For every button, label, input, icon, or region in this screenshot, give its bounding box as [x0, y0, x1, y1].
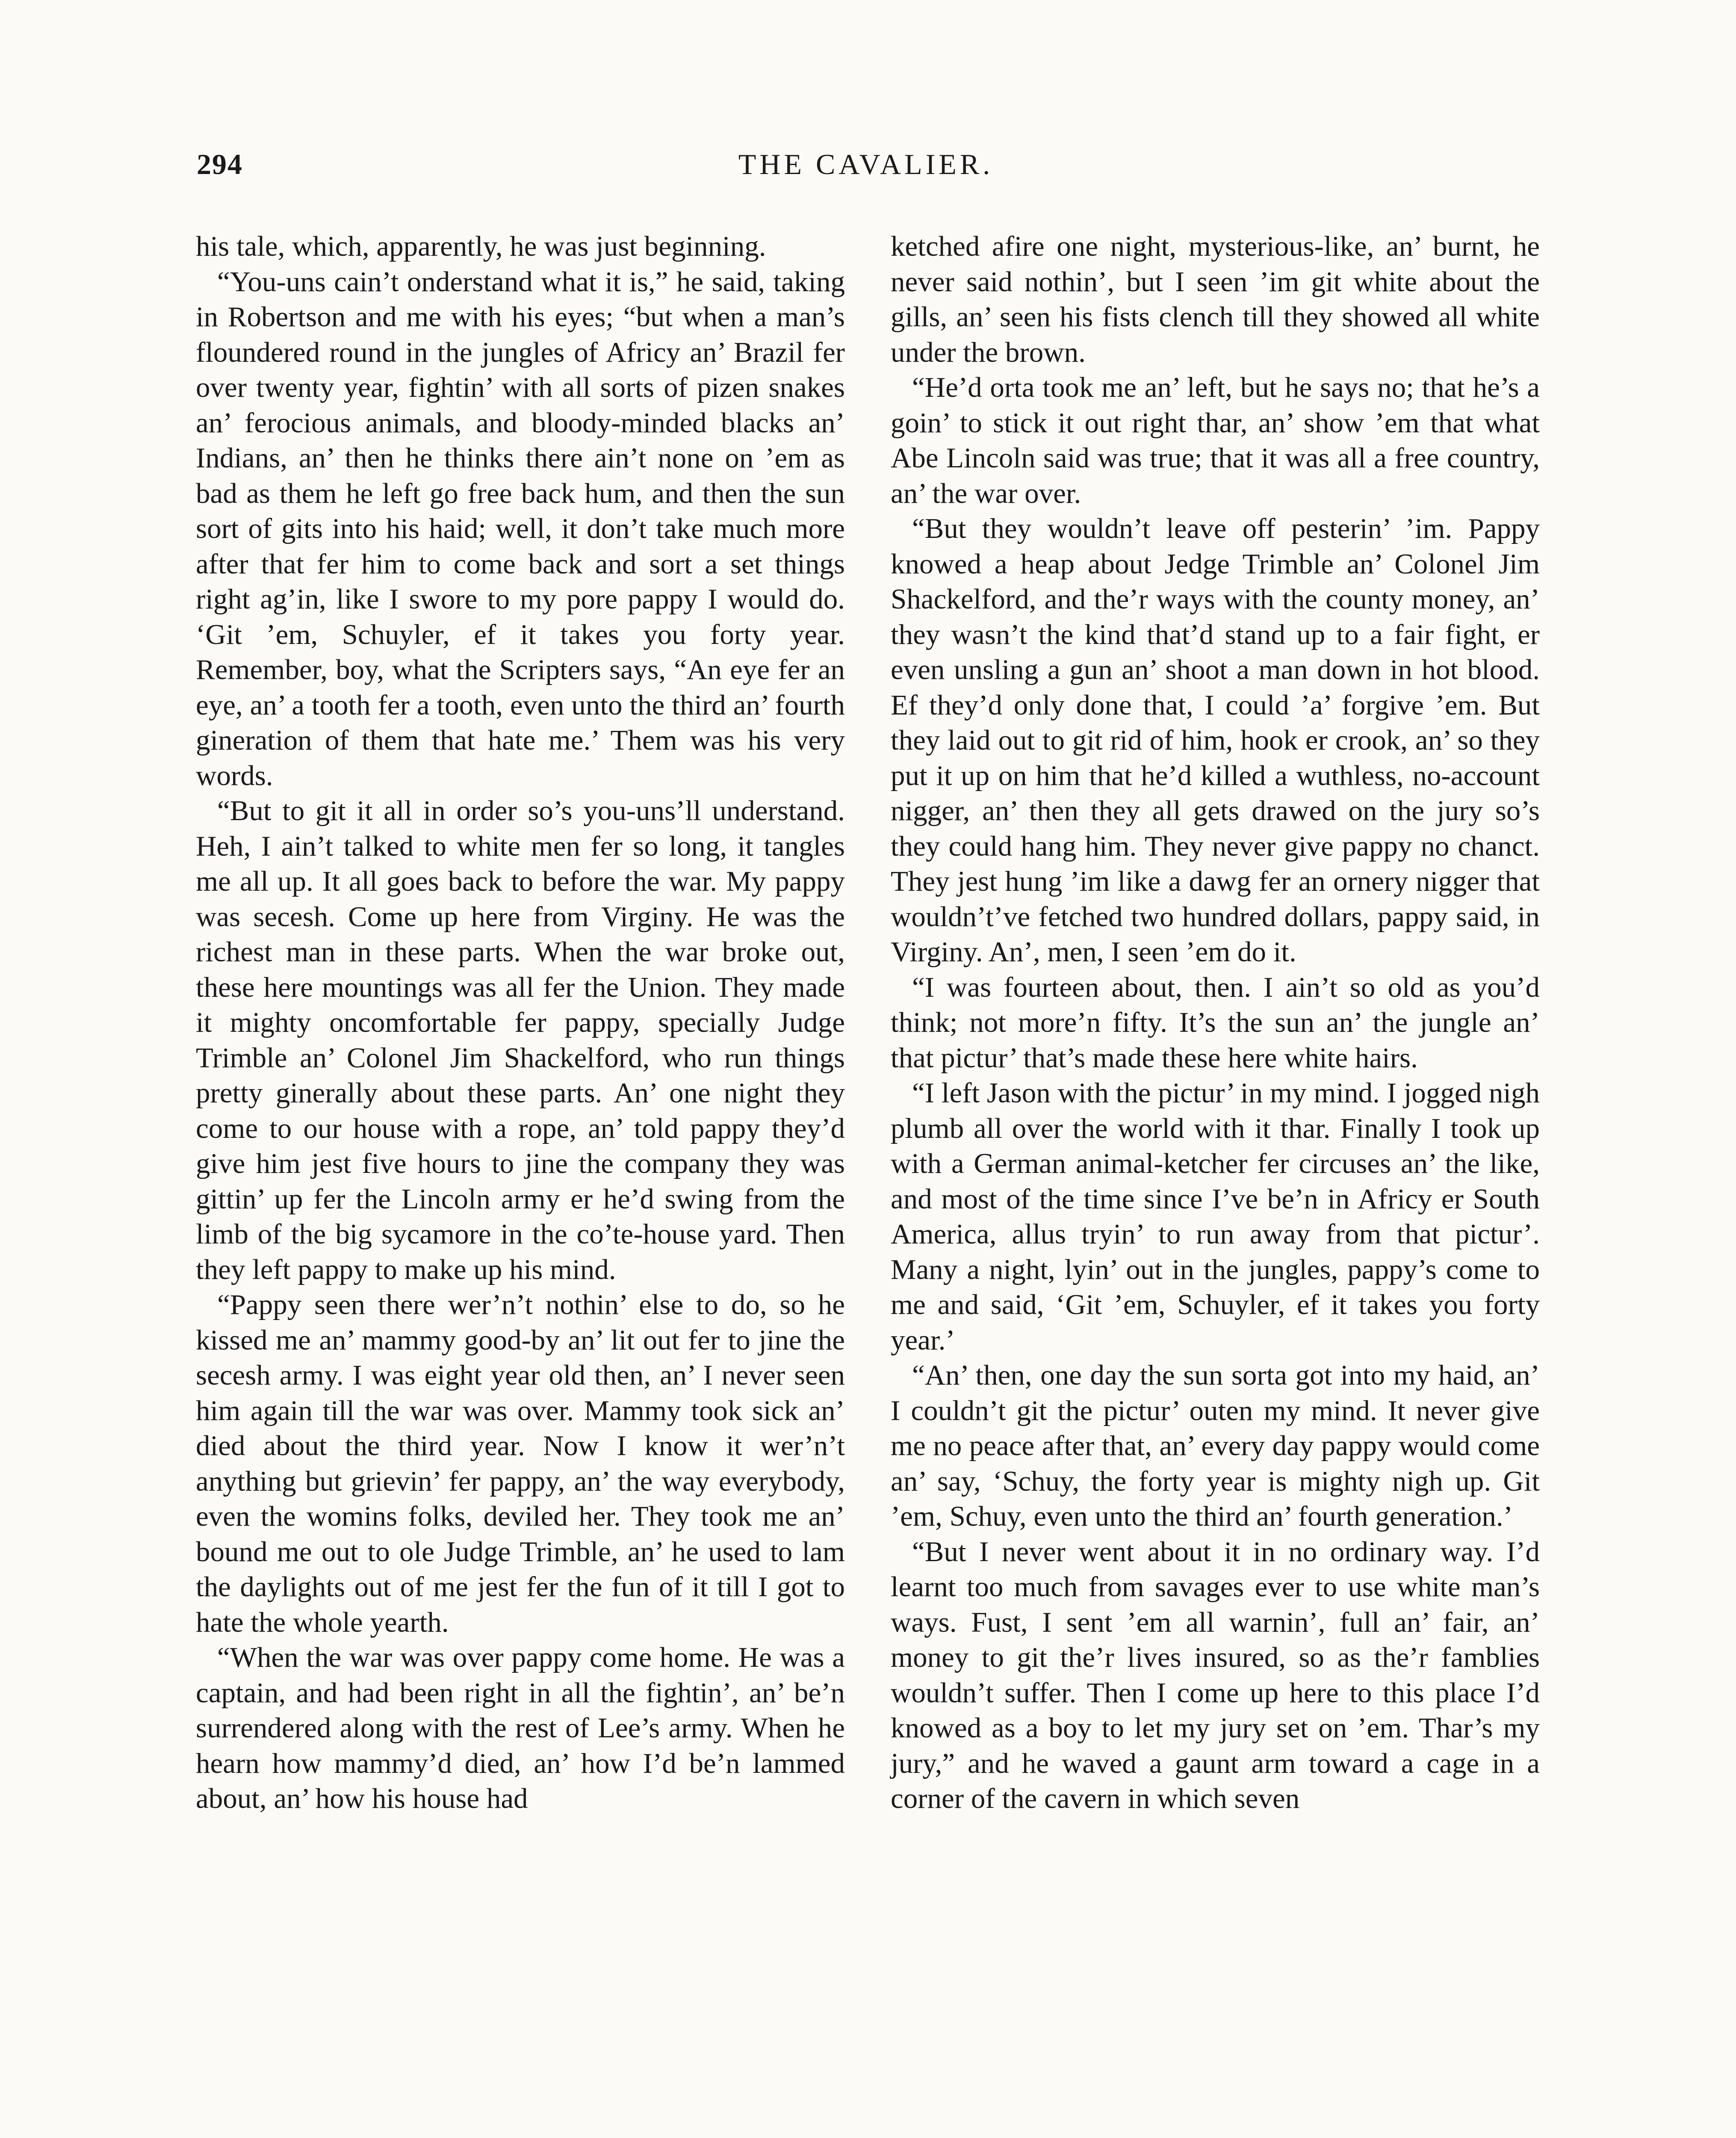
magazine-title: THE CAVALIER.	[738, 148, 994, 180]
left-text-column	[196, 229, 845, 1816]
paragraph: “He’d orta took me an’ left, but he says no; that he’s a goin’ to stick it out right thar, an’ show ’em that what Abe Lincoln said was true; that it was all a free country, an’ the war over.	[891, 372, 1540, 509]
paragraph: “But they wouldn’t leave off pesterin’ ’im. Pappy knowed a heap about Jedge Trimble an’ Colonel Jim Shackelford, and the’r ways with the county money, an’ they wasn’t the kind that’d stand up to a fair fight, er even unsling a gun an’ shoot a man down in hot blood. Ef they’d only done that, I could ’a’ forgive ’em. But they laid out to git rid of him, hook er crook, an’ so they put it up on him that he’d killed a wuthless, no-account nigger, an’ then they all gets drawed on the jury so’s they could hang him. They never give pappy no chanct. They jest hung ’im like a dawg fer an ornery nigger that wouldn’t’ve fetched two hundred dollars, pappy said, in Virginy. An’, men, I seen ’em do it.	[891, 513, 1540, 968]
paragraph: “But to git it all in order so’s you-uns’ll understand. Heh, I ain’t talked to white men fer so long, it tangles me all up. It all goes back to before the war. My pappy was secesh. Come up here from Virginy. He was the richest man in these parts. When the war broke out, these here mountings was all fer the Union. They made it mighty oncomfortable fer pappy, specially Judge Trimble an’ Colonel Jim Shackelford, who run things pretty ginerally about these parts. An’ one night they come to our house with a rope, an’ told pappy they’d give him jest five hours to jine the company they was gittin’ up fer the Lincoln army er he’d swing from the limb of the big sycamore in the co’te-house yard. Then they left pappy to make up his mind.	[196, 795, 845, 1285]
paragraph: ketched afire one night, mysterious-like, an’ burnt, he never said nothin’, but I seen ’im git white about the gills, an’ seen his fists clench till they showed all white under the brown.	[891, 230, 1540, 368]
paragraph: “But I never went about it in no ordinary way. I’d learnt too much from savages ever to use white man’s ways. Fust, I sent ’em all warnin’, full an’ fair, an’ money to git the’r lives insured, so as the’r famblies wouldn’t suffer. Then I come up here to this place I’d knowed as a boy to let my jury set on ’em. Thar’s my jury,” and he waved a gaunt arm toward a cage in a corner of the cavern in which seven	[891, 1536, 1540, 1814]
paragraph: “You-uns cain’t onderstand what it is,” he said, taking in Robertson and me with his eyes; “but when a man’s floundered round in the jungles of Africy an’ Brazil fer over twenty year, fightin’ with all sorts of pizen snakes an’ ferocious animals, and bloody-minded blacks an’ Indians, an’ then he thinks there ain’t none on ’em as bad as them he left go free back hum, and then the sun sort of gits into his haid; well, it don’t take much more after that fer him to come back and sort a set things right ag’in, like I swore to my pore pappy I would do. ‘Git ’em, Schuyler, ef it takes you forty year. Remember, boy, what the Scripters says, “An eye fer an eye, an’ a tooth fer a tooth, even unto the third an’ fourth gineration of them that hate me.’ Them was his very words.	[196, 266, 845, 791]
paragraph: “When the war was over pappy come home. He was a captain, and had been right in all the fightin’, an’ be’n surrendered along with the rest of Lee’s army. When he hearn how mammy’d died, an’ how I’d be’n lammed about, an’ how his house had	[196, 1642, 845, 1814]
running-header	[197, 148, 1535, 199]
page-number: 294	[197, 148, 243, 180]
right-text-column	[891, 229, 1540, 1816]
paragraph: “I left Jason with the pictur’ in my mind. I jogged nigh plumb all over the world with it thar. Finally I took up with a German animal-ketcher fer circuses an’ the like, and most of the time since I’ve be’n in Africy er South America, allus tryin’ to run away from that pictur’. Many a night, lyin’ out in the jungles, pappy’s come to me and said, ‘Git ’em, Schuyler, ef it takes you forty year.’	[891, 1077, 1540, 1356]
paragraph: his tale, which, apparently, he was just beginning.	[196, 230, 766, 262]
paragraph: “Pappy seen there wer’n’t nothin’ else to do, so he kissed me an’ mammy good-by an’ lit out fer to jine the secesh army. I was eight year old then, an’ I never seen him again till the war was over. Mammy took sick an’ died about the third year. Now I know it wer’n’t anything but grievin’ fer pappy, an’ the way everybody, even the womins folks, deviled her. They took me an’ bound me out to ole Judge Trimble, an’ he used to lam the daylights out of me jest fer the fun of it till I got to hate the whole yearth.	[196, 1289, 845, 1638]
paragraph: “An’ then, one day the sun sorta got into my haid, an’ I couldn’t git the pictur’ outen my mind. It never give me no peace after that, an’ every day pappy would come an’ say, ‘Schuy, the forty year is mighty nigh up. Git ’em, Schuy, even unto the third an’ fourth generation.’	[891, 1359, 1540, 1532]
paragraph: “I was fourteen about, then. I ain’t so old as you’d think; not more’n fifty. It’s the sun an’ the jungle an’ that pictur’ that’s made these here white hairs.	[891, 971, 1540, 1074]
